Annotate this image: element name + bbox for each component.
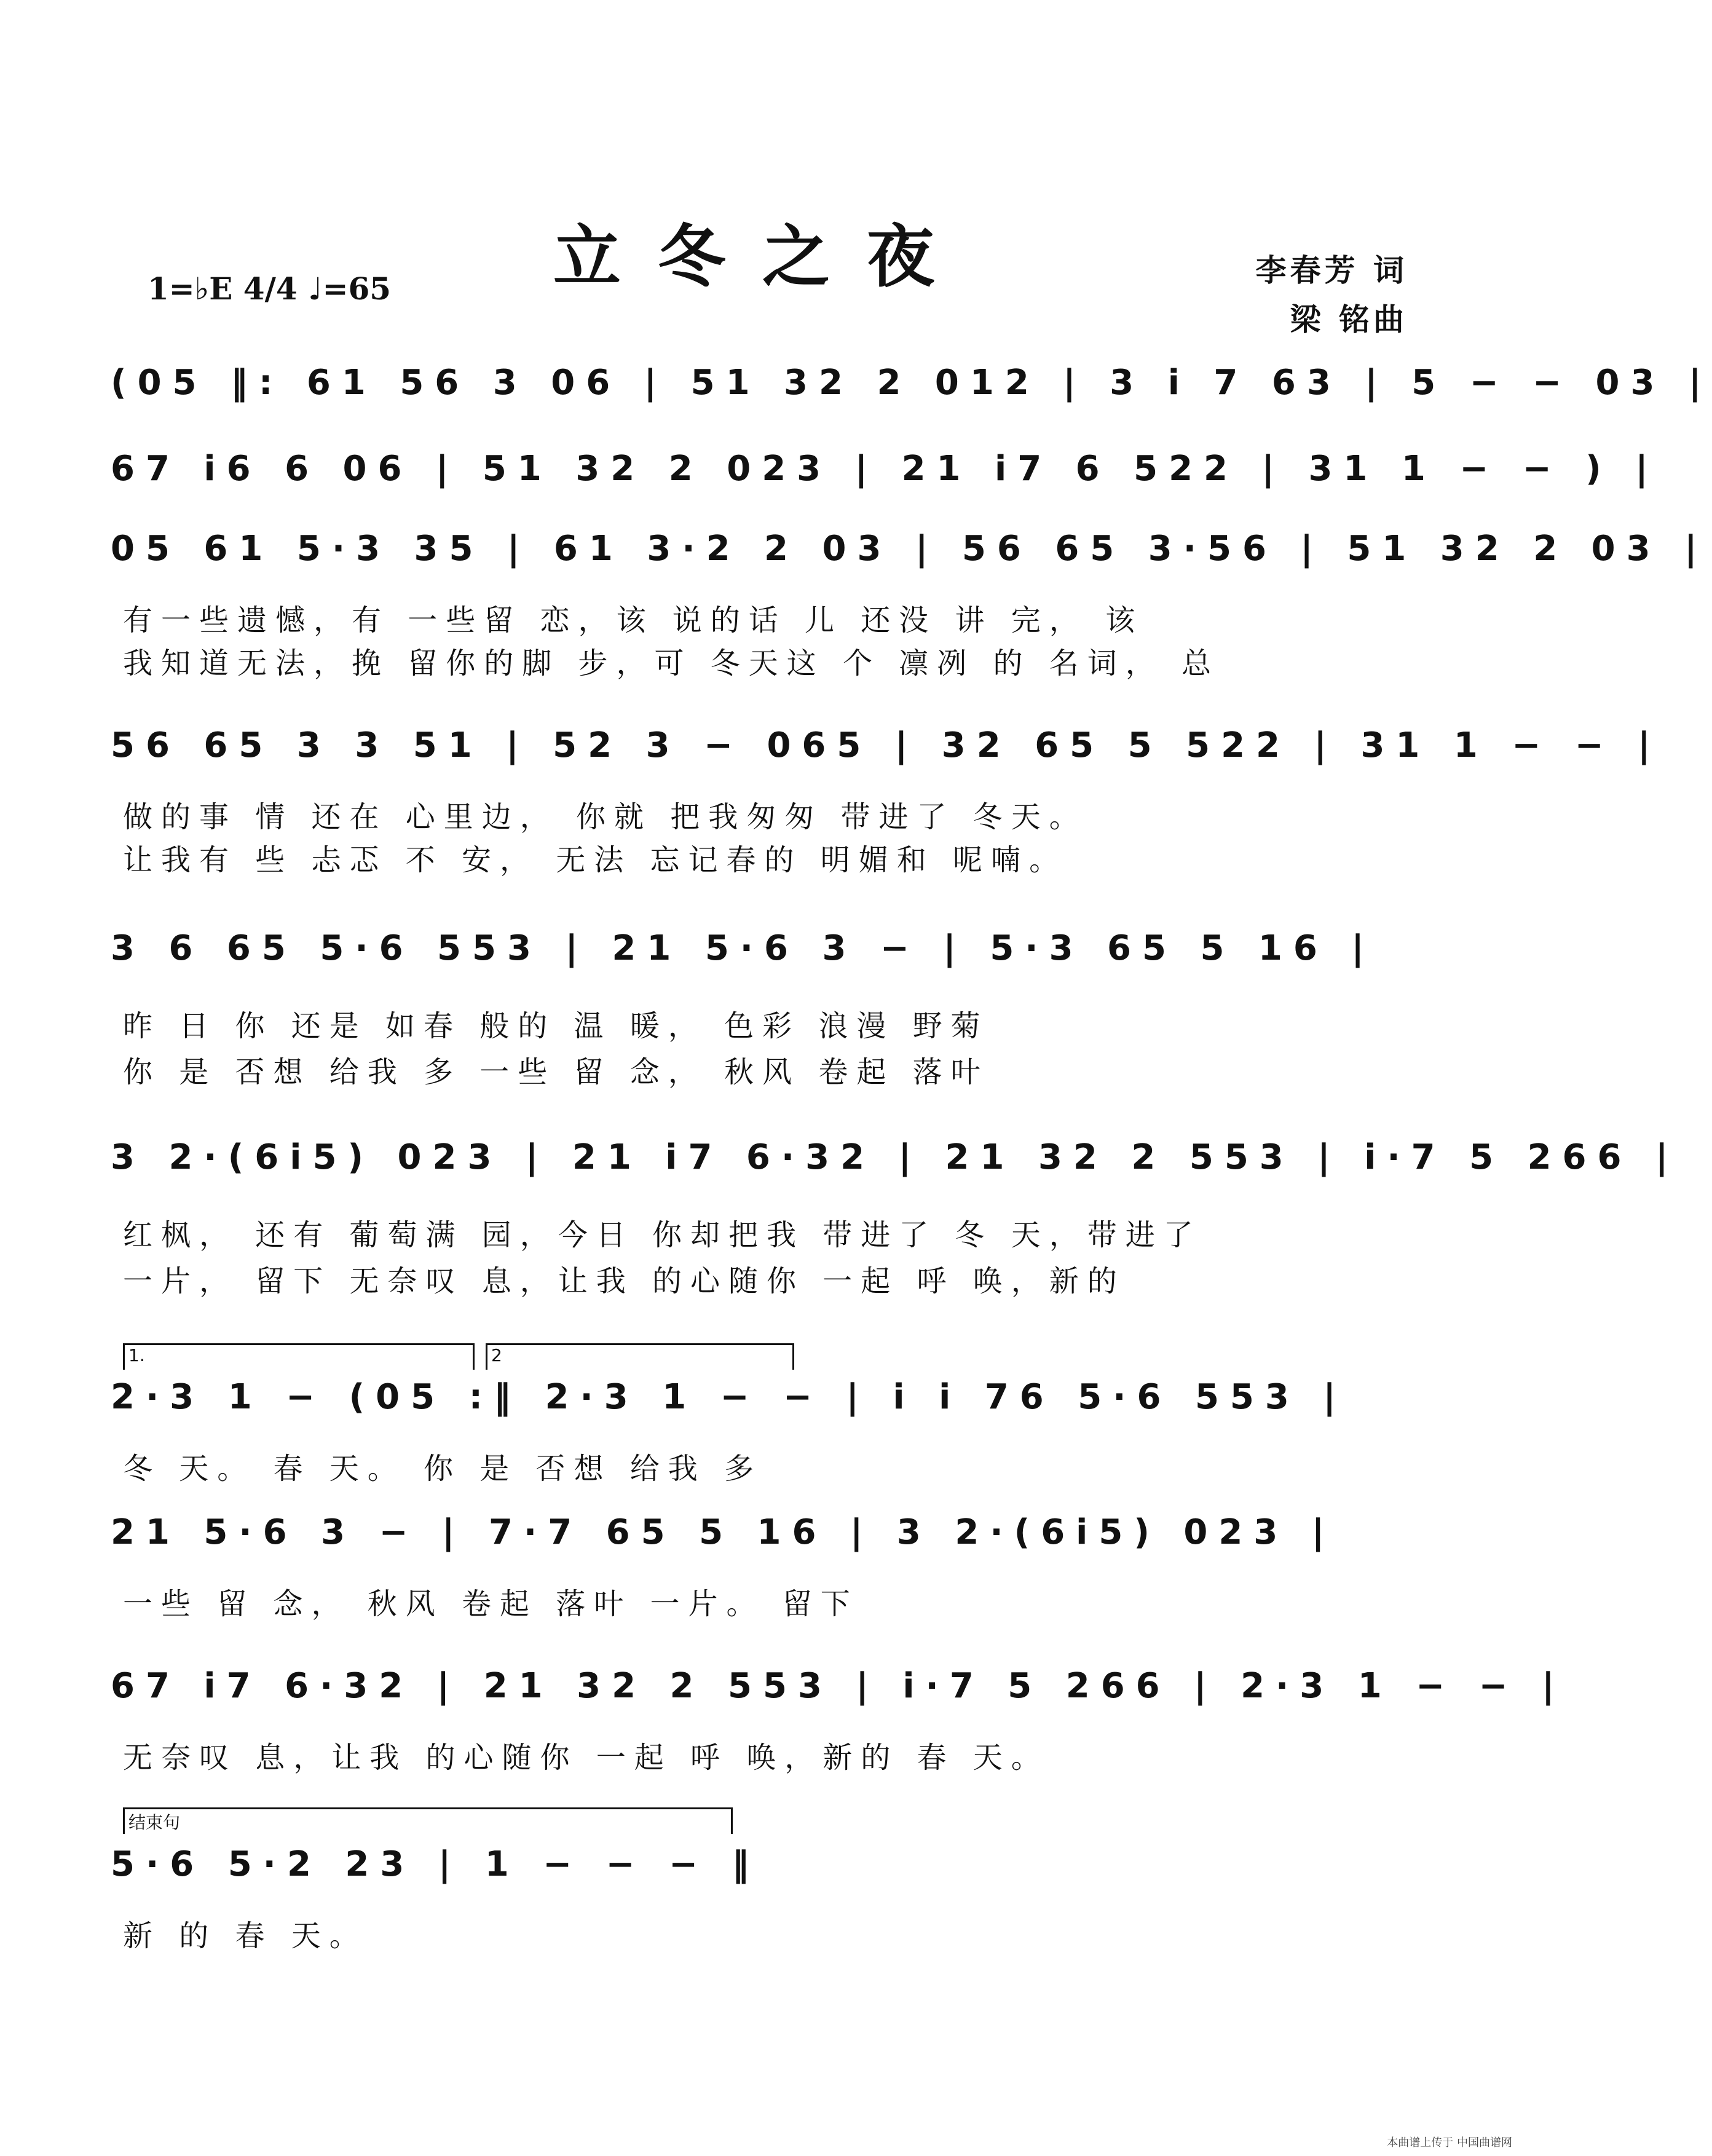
coda-bracket — [123, 1807, 733, 1834]
second-ending-bracket — [486, 1343, 794, 1370]
lyricist: 李春芳 词 — [1255, 252, 1408, 288]
lyric-verse-2: 我知道无法，挽 留你的脚 步，可 冬天这 个 凛冽 的 名词， 总 — [123, 646, 1220, 681]
score-row-7 — [111, 1377, 1420, 1488]
key-signature: 1=♭E 4/4 ♩=65 — [148, 270, 392, 307]
lyric-verse-2: 一片， 留下 无奈叹 息，让我 的心随你 一起 呼 唤，新的 — [123, 1264, 1126, 1298]
source-footer: 本曲谱上传于 中国曲谱网 — [1387, 2136, 1512, 2149]
lyric-verse-2: 你 是 否想 给我 多 一些 留 念， 秋风 卷起 落叶 — [123, 1055, 989, 1089]
lyric-verse-1: 有一些遗憾，有 一些留 恋，该 说的话 儿 还没 讲 完， 该 — [123, 603, 1144, 638]
notes: 3 6 65 5·6 553 | 21 5·6 3 − | 5·3 65 5 16 | — [111, 928, 1375, 968]
second-ending-label: 2 — [491, 1345, 502, 1365]
composer: 梁 铭曲 — [1290, 301, 1408, 338]
score-row-6 — [111, 1137, 1679, 1298]
score-row-2 — [111, 449, 1659, 504]
notes: 05 61 5·3 35 | 61 3·2 2 03 | 56 65 3·56 | 51 32 2 03 | — [111, 529, 1708, 569]
score-row-9 — [111, 1666, 1566, 1777]
score-row-8 — [111, 1512, 1420, 1623]
notes: 5·6 5·2 23 | 1 − − − ‖ — [111, 1844, 760, 1884]
notes: 2·3 1 − (05 :‖ 2·3 1 − − | i i 76 5·6 553 | — [111, 1377, 1347, 1417]
first-ending-bracket — [123, 1343, 475, 1370]
notes: 3 2·(6i5) 023 | 21 i7 6·32 | 21 32 2 553 | i·7 5 266 | — [111, 1137, 1679, 1177]
lyric-verse-1: 红枫， 还有 葡萄满 园，今日 你却把我 带进了 冬 天，带进了 — [123, 1218, 1202, 1252]
song-title: 立冬之夜 — [553, 217, 971, 296]
lyric-verse-1: 冬 天。 春 天。 你 是 否想 给我 多 — [123, 1451, 763, 1486]
notes: 67 i7 6·32 | 21 32 2 553 | i·7 5 266 | 2·3 1 − − | — [111, 1666, 1566, 1706]
first-ending-label: 1. — [128, 1345, 145, 1365]
score-row-5 — [111, 928, 1420, 1088]
lyric-verse-1: 无奈叹 息，让我 的心随你 一起 呼 唤，新的 春 天。 — [123, 1740, 1049, 1775]
notes: 67 i6 6 06 | 51 32 2 023 | 21 i7 6 522 | 31 1 − − ) | — [111, 449, 1659, 489]
coda-label: 结束句 — [128, 1812, 181, 1833]
score-row-10 — [111, 1844, 1420, 1955]
lyric-verse-1: 做的事 情 还在 心里边， 你就 把我匆匆 带进了 冬天。 — [123, 800, 1087, 834]
lyric-verse-1: 新 的 春 天。 — [123, 1919, 368, 1953]
notes: (05 ‖: 61 56 3 06 | 51 32 2 012 | 3 i 7 63 | 5 − − 03 | — [111, 363, 1712, 403]
score-row-4 — [111, 725, 1662, 885]
lyric-verse-1: 一些 留 念， 秋风 卷起 落叶 一片。 留下 — [123, 1587, 859, 1621]
notes: 21 5·6 3 − | 7·7 65 5 16 | 3 2·(6i5) 023 | — [111, 1512, 1336, 1552]
score-row-3 — [111, 529, 1708, 689]
lyric-verse-1: 昨 日 你 还是 如春 般的 温 暖， 色彩 浪漫 野菊 — [123, 1009, 989, 1043]
score-row-1 — [111, 363, 1712, 418]
notes: 56 65 3 3 51 | 52 3 − 065 | 32 65 5 522 | 31 1 − − | — [111, 725, 1662, 765]
lyric-verse-2: 让我有 些 忐忑 不 安， 无法 忘记春的 明媚和 呢喃。 — [123, 843, 1068, 877]
